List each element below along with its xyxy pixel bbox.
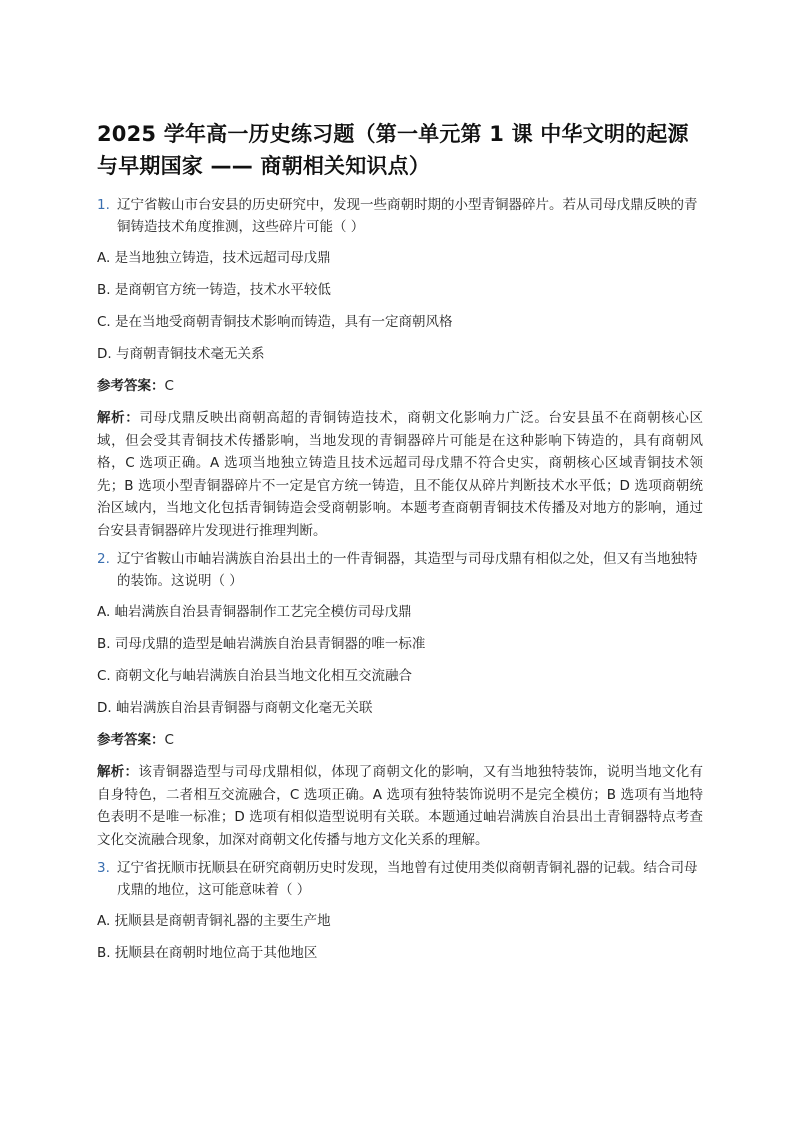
question-stem — [97, 194, 703, 238]
question-text: 辽宁省抚顺市抚顺县在研究商朝历史时发现，当地曾有过使用类似商朝青铜礼器的记载。结合司母戊鼎的地位，这可能意味着（ ） — [117, 860, 698, 898]
analysis-label: 解析： — [97, 410, 140, 426]
question-number: 3. — [97, 860, 110, 876]
option-a: A. 抚顺县是商朝青铜礼器的主要生产地 — [97, 913, 331, 929]
answer-label: 参考答案： — [97, 378, 165, 394]
option-b: B. 抚顺县在商朝时地位高于其他地区 — [97, 945, 318, 961]
reference-answer — [97, 729, 703, 751]
question-number: 1. — [97, 197, 110, 213]
answer-value: C — [164, 732, 174, 748]
option-d: D. 与商朝青铜技术毫无关系 — [97, 346, 265, 362]
question-2 — [97, 548, 703, 851]
document-content — [97, 118, 703, 974]
question-stem — [97, 548, 703, 592]
option-a: A. 岫岩满族自治县青铜器制作工艺完全模仿司母戊鼎 — [97, 604, 412, 620]
option-b: B. 是商朝官方统一铸造，技术水平较低 — [97, 282, 331, 298]
analysis-text: 该青铜器造型与司母戊鼎相似，体现了商朝文化的影响，又有当地独特装饰，说明当地文化有自身特色，二者相互交流融合，C 选项正确。A 选项有独特装饰说明不是完全模仿；B 选项有当地特色表明不是唯一标准；D 选项有相似造型说明有关联。本题通过岫岩满族自治县出土青铜器特点考查文化交流融合现象，加深对商朝文化传播与地方文化关系的理解。 — [97, 764, 704, 848]
analysis — [97, 407, 703, 542]
answer-value: C — [164, 378, 174, 394]
question-text: 辽宁省鞍山市岫岩满族自治县出土的一件青铜器，其造型与司母戊鼎有相似之处，但又有当地独特的装饰。这说明（ ） — [117, 551, 698, 589]
question-3 — [97, 857, 703, 964]
reference-answer — [97, 375, 703, 397]
question-number: 2. — [97, 551, 110, 567]
question-stem — [97, 857, 703, 901]
analysis — [97, 761, 703, 851]
question-text: 辽宁省鞍山市台安县的历史研究中，发现一些商朝时期的小型青铜器碎片。若从司母戊鼎反映的青铜铸造技术角度推测，这些碎片可能（ ） — [117, 197, 698, 235]
option-a: A. 是当地独立铸造，技术远超司母戊鼎 — [97, 250, 331, 266]
option-c: C. 是在当地受商朝青铜技术影响而铸造，具有一定商朝风格 — [97, 314, 453, 330]
option-d: D. 岫岩满族自治县青铜器与商朝文化毫无关联 — [97, 700, 373, 716]
option-c: C. 商朝文化与岫岩满族自治县当地文化相互交流融合 — [97, 668, 413, 684]
answer-label: 参考答案： — [97, 732, 165, 748]
analysis-label: 解析： — [97, 764, 139, 780]
document-title: 2025 学年高一历史练习题（第一单元第 1 课 中华文明的起源与早期国家 —— 商朝相关知识点） — [97, 122, 689, 178]
question-1 — [97, 194, 703, 542]
option-b: B. 司母戊鼎的造型是岫岩满族自治县青铜器的唯一标准 — [97, 636, 426, 652]
analysis-text: 司母戊鼎反映出商朝高超的青铜铸造技术，商朝文化影响力广泛。台安县虽不在商朝核心区域，但会受其青铜技术传播影响，当地发现的青铜器碎片可能是在这种影响下铸造的，具有商朝风格，C 选项正确。A 选项当地独立铸造且技术远超司母戊鼎不符合史实，商朝核心区域青铜技术领先；B 选项小型青铜器碎片不一定是官方统一铸造，且不能仅从碎片判断技术水平低；D 选项商朝统治区域内，当地文化包括青铜铸造会受商朝影响。本题考查商朝青铜技术传播及对地方的影响，通过台安县青铜器碎片发现进行推理判断。 — [97, 410, 704, 539]
